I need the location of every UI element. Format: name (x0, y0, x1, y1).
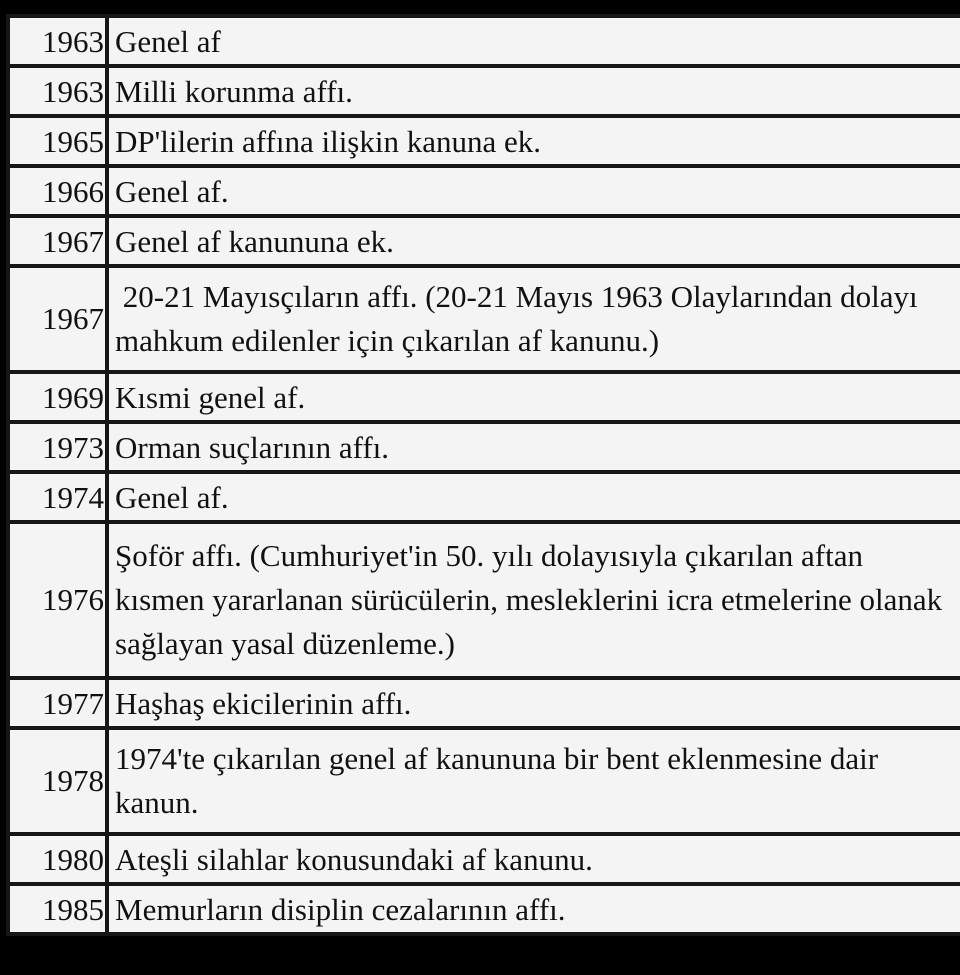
table-row (8, 834, 960, 884)
year-cell: 1977 (8, 678, 107, 728)
year-cell: 1985 (8, 884, 107, 934)
table-row (8, 66, 960, 116)
description-cell: Genel af kanununa ek. (107, 216, 960, 266)
table-row (8, 522, 960, 678)
table-row (8, 728, 960, 834)
description-cell: Ateşli silahlar konusundaki af kanunu. (107, 834, 960, 884)
year-cell: 1965 (8, 116, 107, 166)
table-row (8, 166, 960, 216)
year-cell: 1967 (8, 216, 107, 266)
year-cell: 1976 (8, 522, 107, 678)
description-cell: Memurların disiplin cezalarının affı. (107, 884, 960, 934)
year-cell: 1963 (8, 16, 107, 66)
description-cell: Orman suçlarının affı. (107, 422, 960, 472)
amnesty-table (6, 14, 960, 936)
year-cell: 1973 (8, 422, 107, 472)
description-cell: 20-21 Mayısçıların affı. (20-21 Mayıs 1963 Olaylarından dolayı mahkum edilenler için çıkarılan af kanunu.) (107, 266, 960, 372)
description-cell: Kısmi genel af. (107, 372, 960, 422)
table-row (8, 16, 960, 66)
description-cell: Genel af. (107, 472, 960, 522)
year-cell: 1980 (8, 834, 107, 884)
table-row (8, 678, 960, 728)
description-cell: 1974'te çıkarılan genel af kanununa bir bent eklenmesine dair kanun. (107, 728, 960, 834)
table-row (8, 884, 960, 934)
year-cell: 1967 (8, 266, 107, 372)
description-cell: Milli korunma affı. (107, 66, 960, 116)
description-cell: Haşhaş ekicilerinin affı. (107, 678, 960, 728)
year-cell: 1969 (8, 372, 107, 422)
description-cell: DP'lilerin affına ilişkin kanuna ek. (107, 116, 960, 166)
year-cell: 1978 (8, 728, 107, 834)
year-cell: 1974 (8, 472, 107, 522)
table-row (8, 116, 960, 166)
year-cell: 1966 (8, 166, 107, 216)
table-row (8, 422, 960, 472)
table-row (8, 266, 960, 372)
description-cell: Şoför affı. (Cumhuriyet'in 50. yılı dolayısıyla çıkarılan aftan kısmen yararlanan sürücülerin, mesleklerini icra etmelerine olanak sağlayan yasal düzenleme.) (107, 522, 960, 678)
table-row (8, 472, 960, 522)
table-row (8, 372, 960, 422)
description-cell: Genel af (107, 16, 960, 66)
description-cell: Genel af. (107, 166, 960, 216)
table-row (8, 216, 960, 266)
year-cell: 1963 (8, 66, 107, 116)
